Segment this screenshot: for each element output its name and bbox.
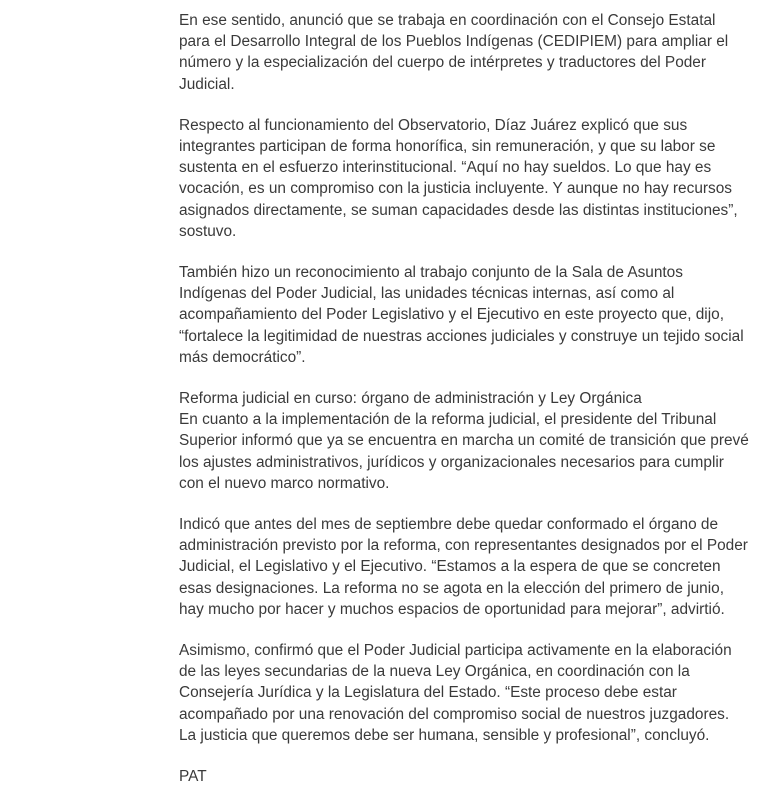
paragraph-cedipiem: En ese sentido, anunció que se trabaja en coordinación con el Consejo Estatal para el Desarrollo Integral de los Pueblos Indígenas (CEDIPIEM) para ampliar el número y la especialización del cuerpo de intérpretes y traductores del Poder Judicial. xyxy=(179,12,729,93)
paragraph-organo-administracion: Indicó que antes del mes de septiembre debe quedar conformado el órgano de administración previsto por la reforma, con representantes designados por el Poder Judicial, el Legislativo y el Ejecutivo. “Estamos a la espera de que se concreten esas designaciones. La reforma no se agota en la elección del primero de junio, hay mucho por hacer y muchos espacios de oportunidad para mejorar”, advirtió. xyxy=(179,516,748,618)
article-body xyxy=(179,10,749,787)
paragraph-reconocimiento: También hizo un reconocimiento al trabajo conjunto de la Sala de Asuntos Indígenas del Poder Judicial, las unidades técnicas internas, así como al acompañamiento del Poder Legislativo y el Ejecutivo en este proyecto que, dijo, “fortalece la legitimidad de nuestras acciones judiciales y construye un tejido social más democrático”. xyxy=(179,264,744,366)
paragraph-observatorio: Respecto al funcionamiento del Observatorio, Díaz Juárez explicó que sus integrantes participan de forma honorífica, sin remuneración, y que su labor se sustenta en el esfuerzo interinstitucional. “Aquí no hay sueldos. Lo que hay es vocación, es un compromiso con la justicia incluyente. Y aunque no hay recursos asignados directamente, se suman capacidades desde las distintas instituciones”, sostuvo. xyxy=(179,116,738,240)
paragraph-comite-transicion: En cuanto a la implementación de la reforma judicial, el presidente del Tribunal Superior informó que ya se encuentra en marcha un comité de transición que prevé los ajustes administrativos, jurídicos y organizacionales necesarios para cumplir con el nuevo marco normativo. xyxy=(179,411,749,492)
paragraph-ley-organica: Asimismo, confirmó que el Poder Judicial participa activamente en la elaboración de las leyes secundarias de la nueva Ley Orgánica, en coordinación con la Consejería Jurídica y la Legislatura del Estado. “Este proceso debe estar acompañado por una renovación del compromiso social de nuestros juzgadores. La justicia que queremos debe ser humana, sensible y profesional”, concluyó. xyxy=(179,642,732,744)
author-signature: PAT xyxy=(179,768,207,786)
section-subheading: Reforma judicial en curso: órgano de administración y Ley Orgánica xyxy=(179,390,642,408)
section-reforma xyxy=(179,388,749,494)
